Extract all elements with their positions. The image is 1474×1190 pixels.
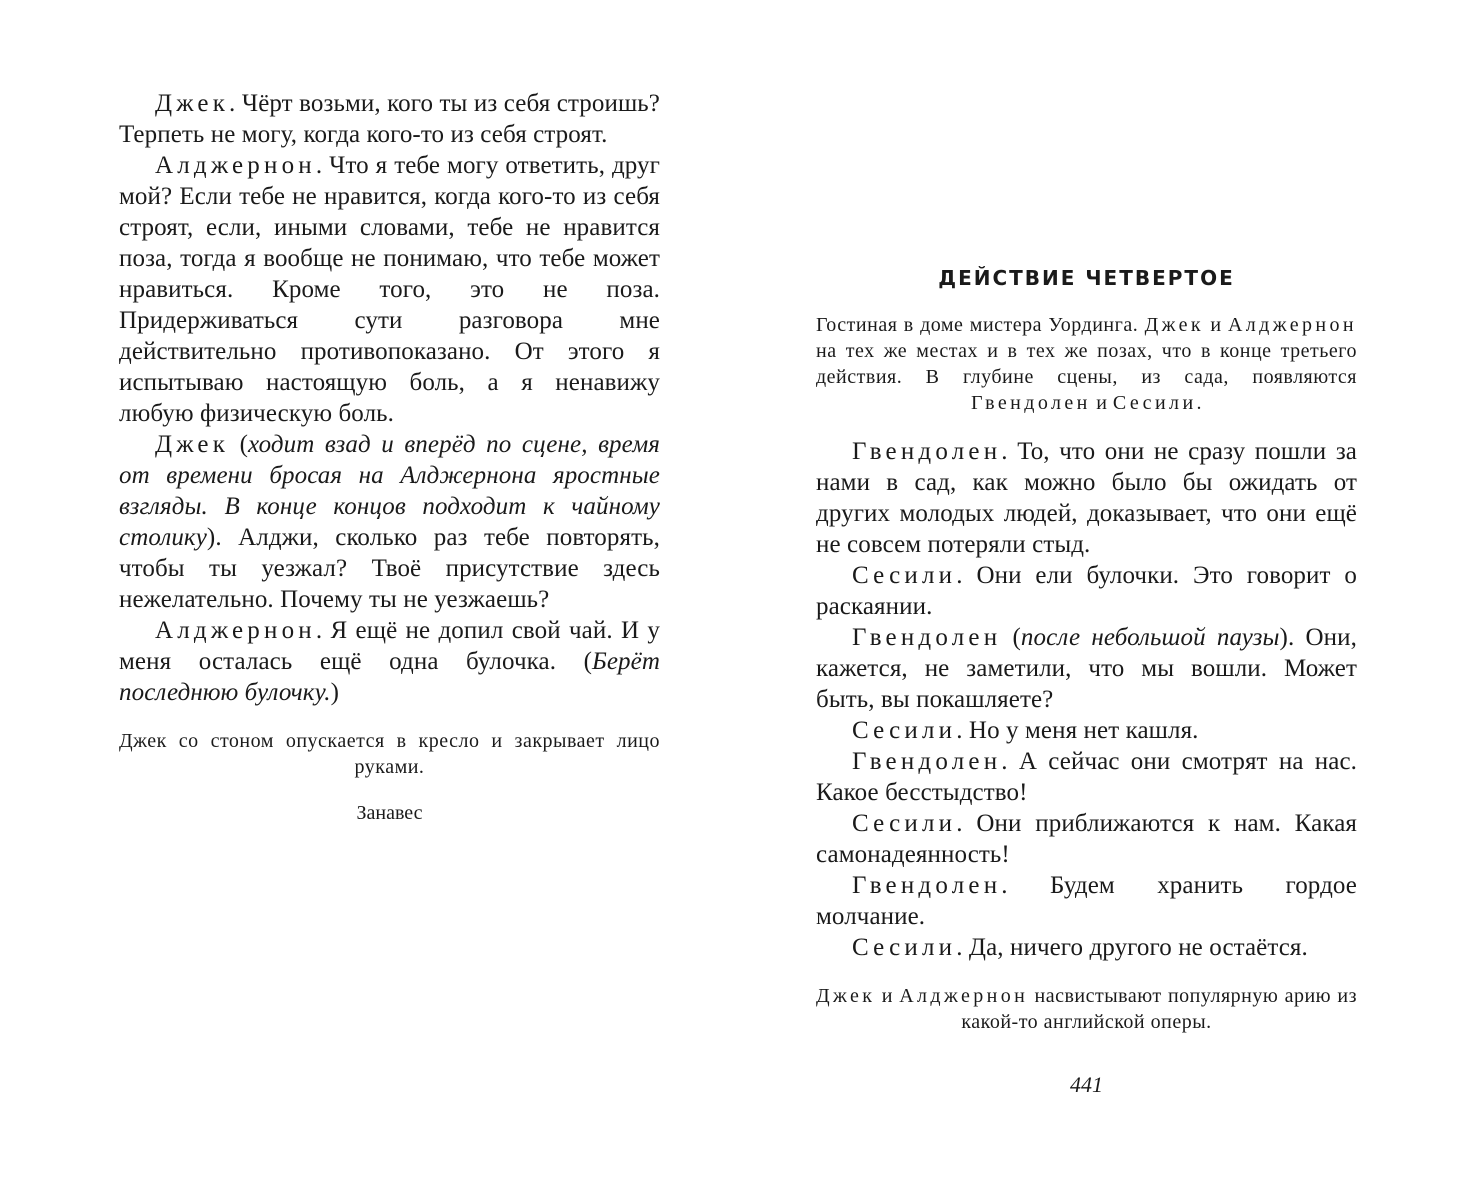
speaker-name: Сесили xyxy=(852,934,957,961)
character-name: Джек xyxy=(816,985,876,1007)
speaker-name: Гвендолен xyxy=(852,872,1002,899)
dialogue-text: . Но у меня нет кашля. xyxy=(956,717,1199,744)
setting-text: и xyxy=(1090,392,1113,414)
speaker-name: Сесили xyxy=(852,810,957,837)
dialogue-text: . Они ели булочки. Это говорит о раскаянии. xyxy=(816,562,1357,620)
speaker-name: Сесили xyxy=(852,562,957,589)
dialogue-text: ). Они, кажется, не заметили, что мы вошли. Может быть, вы покашляете? xyxy=(816,624,1357,713)
dialogue-text: . Они приближаются к нам. Какая самонадеянность! xyxy=(816,810,1357,868)
page-number: 441 xyxy=(1070,1072,1103,1097)
setting-text: и xyxy=(1204,314,1228,336)
speaker-name: Гвендолен xyxy=(852,748,1002,775)
dialogue-paragraph xyxy=(816,932,1357,963)
setting-text: на тех же местах и в тех же позах, что в конце третьего действия. В глубине сцены, из сада, появляются xyxy=(816,340,1357,388)
stage-note: Джек со стоном опускается в кресло и закрывает лицо руками. xyxy=(119,730,660,778)
curtain-label: Занавес xyxy=(356,802,423,824)
dialogue-paragraph xyxy=(816,622,1357,715)
stage-note-text: и xyxy=(875,985,900,1007)
speaker-name: Джек xyxy=(155,431,230,458)
dialogue-paragraph xyxy=(816,560,1357,622)
dialogue-text: . Да, ничего другого не остаётся. xyxy=(956,934,1308,961)
dialogue-paragraph xyxy=(119,150,660,429)
dialogue-paragraph xyxy=(816,715,1357,746)
character-name: Алджернон xyxy=(899,985,1029,1007)
speaker-name: Алджернон xyxy=(155,617,316,644)
dialogue-text: . Будем хранить гордое молчание. xyxy=(816,872,1357,930)
setting-description xyxy=(816,312,1357,416)
dialogue-text: ( xyxy=(1001,624,1021,651)
dialogue-text: ( xyxy=(229,431,248,458)
dialogue-paragraph xyxy=(816,746,1357,808)
right-page xyxy=(816,88,1357,1035)
speaker-name: Сесили xyxy=(852,717,957,744)
speaker-name: Джек xyxy=(155,90,230,117)
speaker-name: Алджернон xyxy=(155,152,316,179)
dialogue-text: . Я ещё не допил свой чай. И у меня осталась ещё одна булочка. ( xyxy=(119,617,660,675)
character-name: Гвендолен xyxy=(970,392,1091,414)
character-name: Джек xyxy=(1144,314,1204,336)
dialogue-paragraph xyxy=(119,615,660,708)
dialogue-text: . Что я тебе могу ответить, друг мой? Если тебе не нравится, когда кого-то из себя строят, если, иными словами, тебе не нравится поза, тогда я вообще не понимаю, что тебе может нравиться. Кроме того, это не поза. Придерживаться сути разговора мне действительно противопоказано. От этого я испытываю настоящую боль, а я ненавижу любую физическую боль. xyxy=(119,152,660,427)
dialogue-paragraph xyxy=(119,429,660,615)
dialogue-text: ) xyxy=(330,679,340,706)
setting-text: Гостиная в доме мистера Уординга. xyxy=(816,314,1145,336)
dialogue-text: . Чёрт возьми, кого ты из себя строишь? Терпеть не могу, когда кого-то из себя строят. xyxy=(119,90,660,148)
dialogue-paragraph xyxy=(816,808,1357,870)
dialogue-paragraph xyxy=(816,436,1357,560)
dialogue-paragraph xyxy=(816,870,1357,932)
stage-direction: после небольшой паузы xyxy=(1020,624,1280,651)
stage-note-text: насвистывают популярную арию из какой-то английской оперы. xyxy=(961,985,1357,1033)
dialogue-text: . То, что они не сразу пошли за нами в сад, как можно было бы ожидать от других молодых людей, доказывает, что они ещё не совсем потеряли стыд. xyxy=(816,438,1357,558)
act-title: ДЕЙСТВИЕ ЧЕТВЕРТОЕ xyxy=(938,266,1235,290)
character-name: Алджернон xyxy=(1227,314,1357,336)
stage-note xyxy=(816,983,1357,1035)
dialogue-text: . А сейчас они смотрят на нас. Какое бесстыдство! xyxy=(816,748,1357,806)
dialogue-text: ). Алджи, сколько раз тебе повторять, чтобы ты уезжал? Твоё присутствие здесь нежелательно. Почему ты не уезжаешь? xyxy=(119,524,660,613)
speaker-name: Гвендолен xyxy=(852,624,1002,651)
stage-direction: Берёт последнюю булочку. xyxy=(119,648,660,706)
character-name: Сесили xyxy=(1112,392,1197,414)
stage-direction: ходит взад и вперёд по сцене, время от времени бросая на Алджернона яростные взгляды. В конце концов подходит к чайному столику xyxy=(119,431,660,551)
left-page xyxy=(119,88,660,825)
setting-text: . xyxy=(1196,392,1203,414)
dialogue-paragraph xyxy=(119,88,660,150)
speaker-name: Гвендолен xyxy=(852,438,1002,465)
